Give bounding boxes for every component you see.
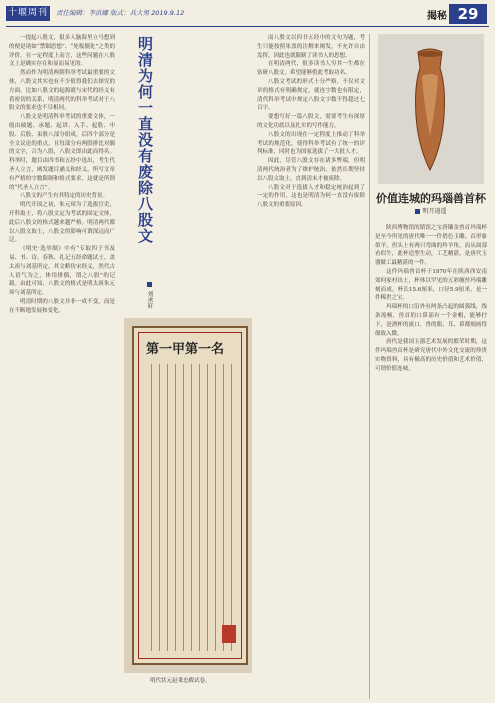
article2-author: 明月逍遥 <box>422 208 447 215</box>
paragraph: 要想写好一篇八股文，需要考生有深厚的文化功底以及扎实的写作能力。 <box>257 114 365 129</box>
paragraph: 因此，尽管八股文存在诸多弊端，但明清两代统治者为了维护统治，依然长期坚持以八股文取士，直到清末才被废除。 <box>257 158 365 182</box>
article1-column-2 <box>257 34 365 699</box>
agate-cup-photo <box>378 34 484 184</box>
paragraph: 八股文对于选拔人才和稳定统治起到了一定的作用，这也是明清为何一直没有废除八股文的重要原因。 <box>257 184 365 209</box>
paragraph: 一提起八股文，很多人脑海里立马想到的便是诸如“禁锢思想”、“死板僵化”之类的评价，在一定程度上而言，这些问题在八股文上是确实存在和显而易见的。 <box>9 35 115 68</box>
article1-column-1 <box>9 34 115 699</box>
paragraph: 然而作为明清两朝科举考试最重要的文体，八股文其实也有不少值得我们去探究的方面。比如八股文的起源就与宋代的经义有着密切的关系，明清两代的科举考试对于八股文的要求也不尽相同。 <box>9 70 115 112</box>
paragraph: 在明清两代，很多读书人穷其一生都在钻研八股文，希望能够借此考取功名。 <box>257 61 365 77</box>
editor-credits: 责任编辑：李洪娜 版式：兵大男 2019.9.12 <box>56 9 185 17</box>
agate-cup-image <box>408 46 452 174</box>
paragraph: 玛瑙杯的口沿外有两条凸起的圆弧线，线条流畅，兽首的口鼻部有一个金帽，能够拧下，是酒杯的流口，兽的眼、耳、鼻都刻画得细致入微。 <box>375 304 487 337</box>
article1-byline <box>145 282 154 309</box>
paragraph: 八股文的出现在一定程度上推动了科举考试的规范化，使得科举考试有了统一的评判标准，同时也为国家选拔了一大批人才。 <box>257 131 365 156</box>
byline-square-icon <box>415 209 420 214</box>
paragraph: 八股文考试的形式十分严格，不仅对文章的格式有明确规定，就连字数也有限定，清代科举考试中规定八股文字数不得超过七百字。 <box>257 78 365 112</box>
paragraph: 明代开国之初，朱元璋为了选拔官吏，开科取士，将八股文定为考试的固定文体，此后八股文的格式越来越严格。明清两代都以八股文取士，八股文的影响可谓深远而广泛。 <box>9 202 115 244</box>
article1-title: 明清为何一直没有废除八股文 <box>136 36 154 244</box>
book-cover-calligraphy: 第一甲第一名 <box>146 342 225 357</box>
page-header <box>0 0 495 28</box>
column-divider <box>369 34 370 699</box>
paragraph: 而八股文以四书五经中的文句为题，考生只能按照朱熹的注解来阐发，不允许自由发挥，因此也就限制了读书人的思想。 <box>257 35 365 59</box>
photo1-caption: 明代状元赵秉忠殿试卷。 <box>150 678 211 684</box>
book-text-lines <box>144 364 236 651</box>
paragraph: 这件玛瑙兽首杯于1970年在陕西西安南郊何家村出土，杯体以罕见的五彩缠丝玛瑙雕刻而成，杯长15.6厘米，口径5.9厘米，是一件稀世之宝。 <box>375 268 487 302</box>
article2-column <box>375 224 487 699</box>
paragraph: 八股文是明清科举考试的重要文体，一般由破题、承题、起讲、入手、起股、中股、后股、束股八部分组成，后四个部分是全文议论的重点，且每部分有两股排比对偶的文字，合为八股，八股文即由此而得名。科举时，题目由四书和五经中选出，考生代圣人立言，阐发题目涵义和经义，所写文章有严格的字数限制和格式要求，这就是所谓的“代圣人立言”。 <box>9 114 115 191</box>
article2-title: 价值连城的玛瑙兽首杯 <box>376 192 486 205</box>
header-rule <box>6 26 489 27</box>
paragraph: 陕西博物馆的镇馆之宝唐镶金兽首玛瑙杯是至今所见的唐代唯一一件俏色玉雕。首形象似羊，但头上有两只弯曲的羚羊角，而从面部看似牛，此杯造型生动，工艺精湛，是唐代玉器做工最精湛的一件。 <box>375 225 487 267</box>
newspaper-logo: 十堰周刊 <box>6 6 50 21</box>
paragraph: 明清时期的八股文并非一成不变，而是在不断地发展和变化。 <box>9 298 115 314</box>
paragraph: 八股文的产生有其特定的历史背景。 <box>20 193 109 200</box>
paragraph: 唐代是我国玉器艺术发展的繁荣时期，这件玛瑙兽首杯是研究唐代中外文化交流的珍贵实物资料，具有极高的历史价值和艺术价值，可谓价值连城。 <box>375 339 487 372</box>
exam-scroll-photo <box>124 318 252 673</box>
page-number: 29 <box>449 4 487 24</box>
article1-author: 刘承轩 <box>146 290 153 309</box>
paragraph: 《明史·选举制》中有“专取四子书及易、书、诗、春秋、礼记五经命题试士，盖太祖与刘基所定，其文略仿宋经义，然代古人语气为之，体用排偶，谓之八股”的记载。由此可知，八股文的格式是明太祖朱元璋与刘基所定。 <box>9 246 115 297</box>
article2-byline <box>375 206 487 215</box>
exam-book-image <box>132 326 248 665</box>
red-seal-icon <box>222 625 236 643</box>
byline-square-icon <box>147 282 152 287</box>
section-name: 揭秘 <box>427 11 447 22</box>
